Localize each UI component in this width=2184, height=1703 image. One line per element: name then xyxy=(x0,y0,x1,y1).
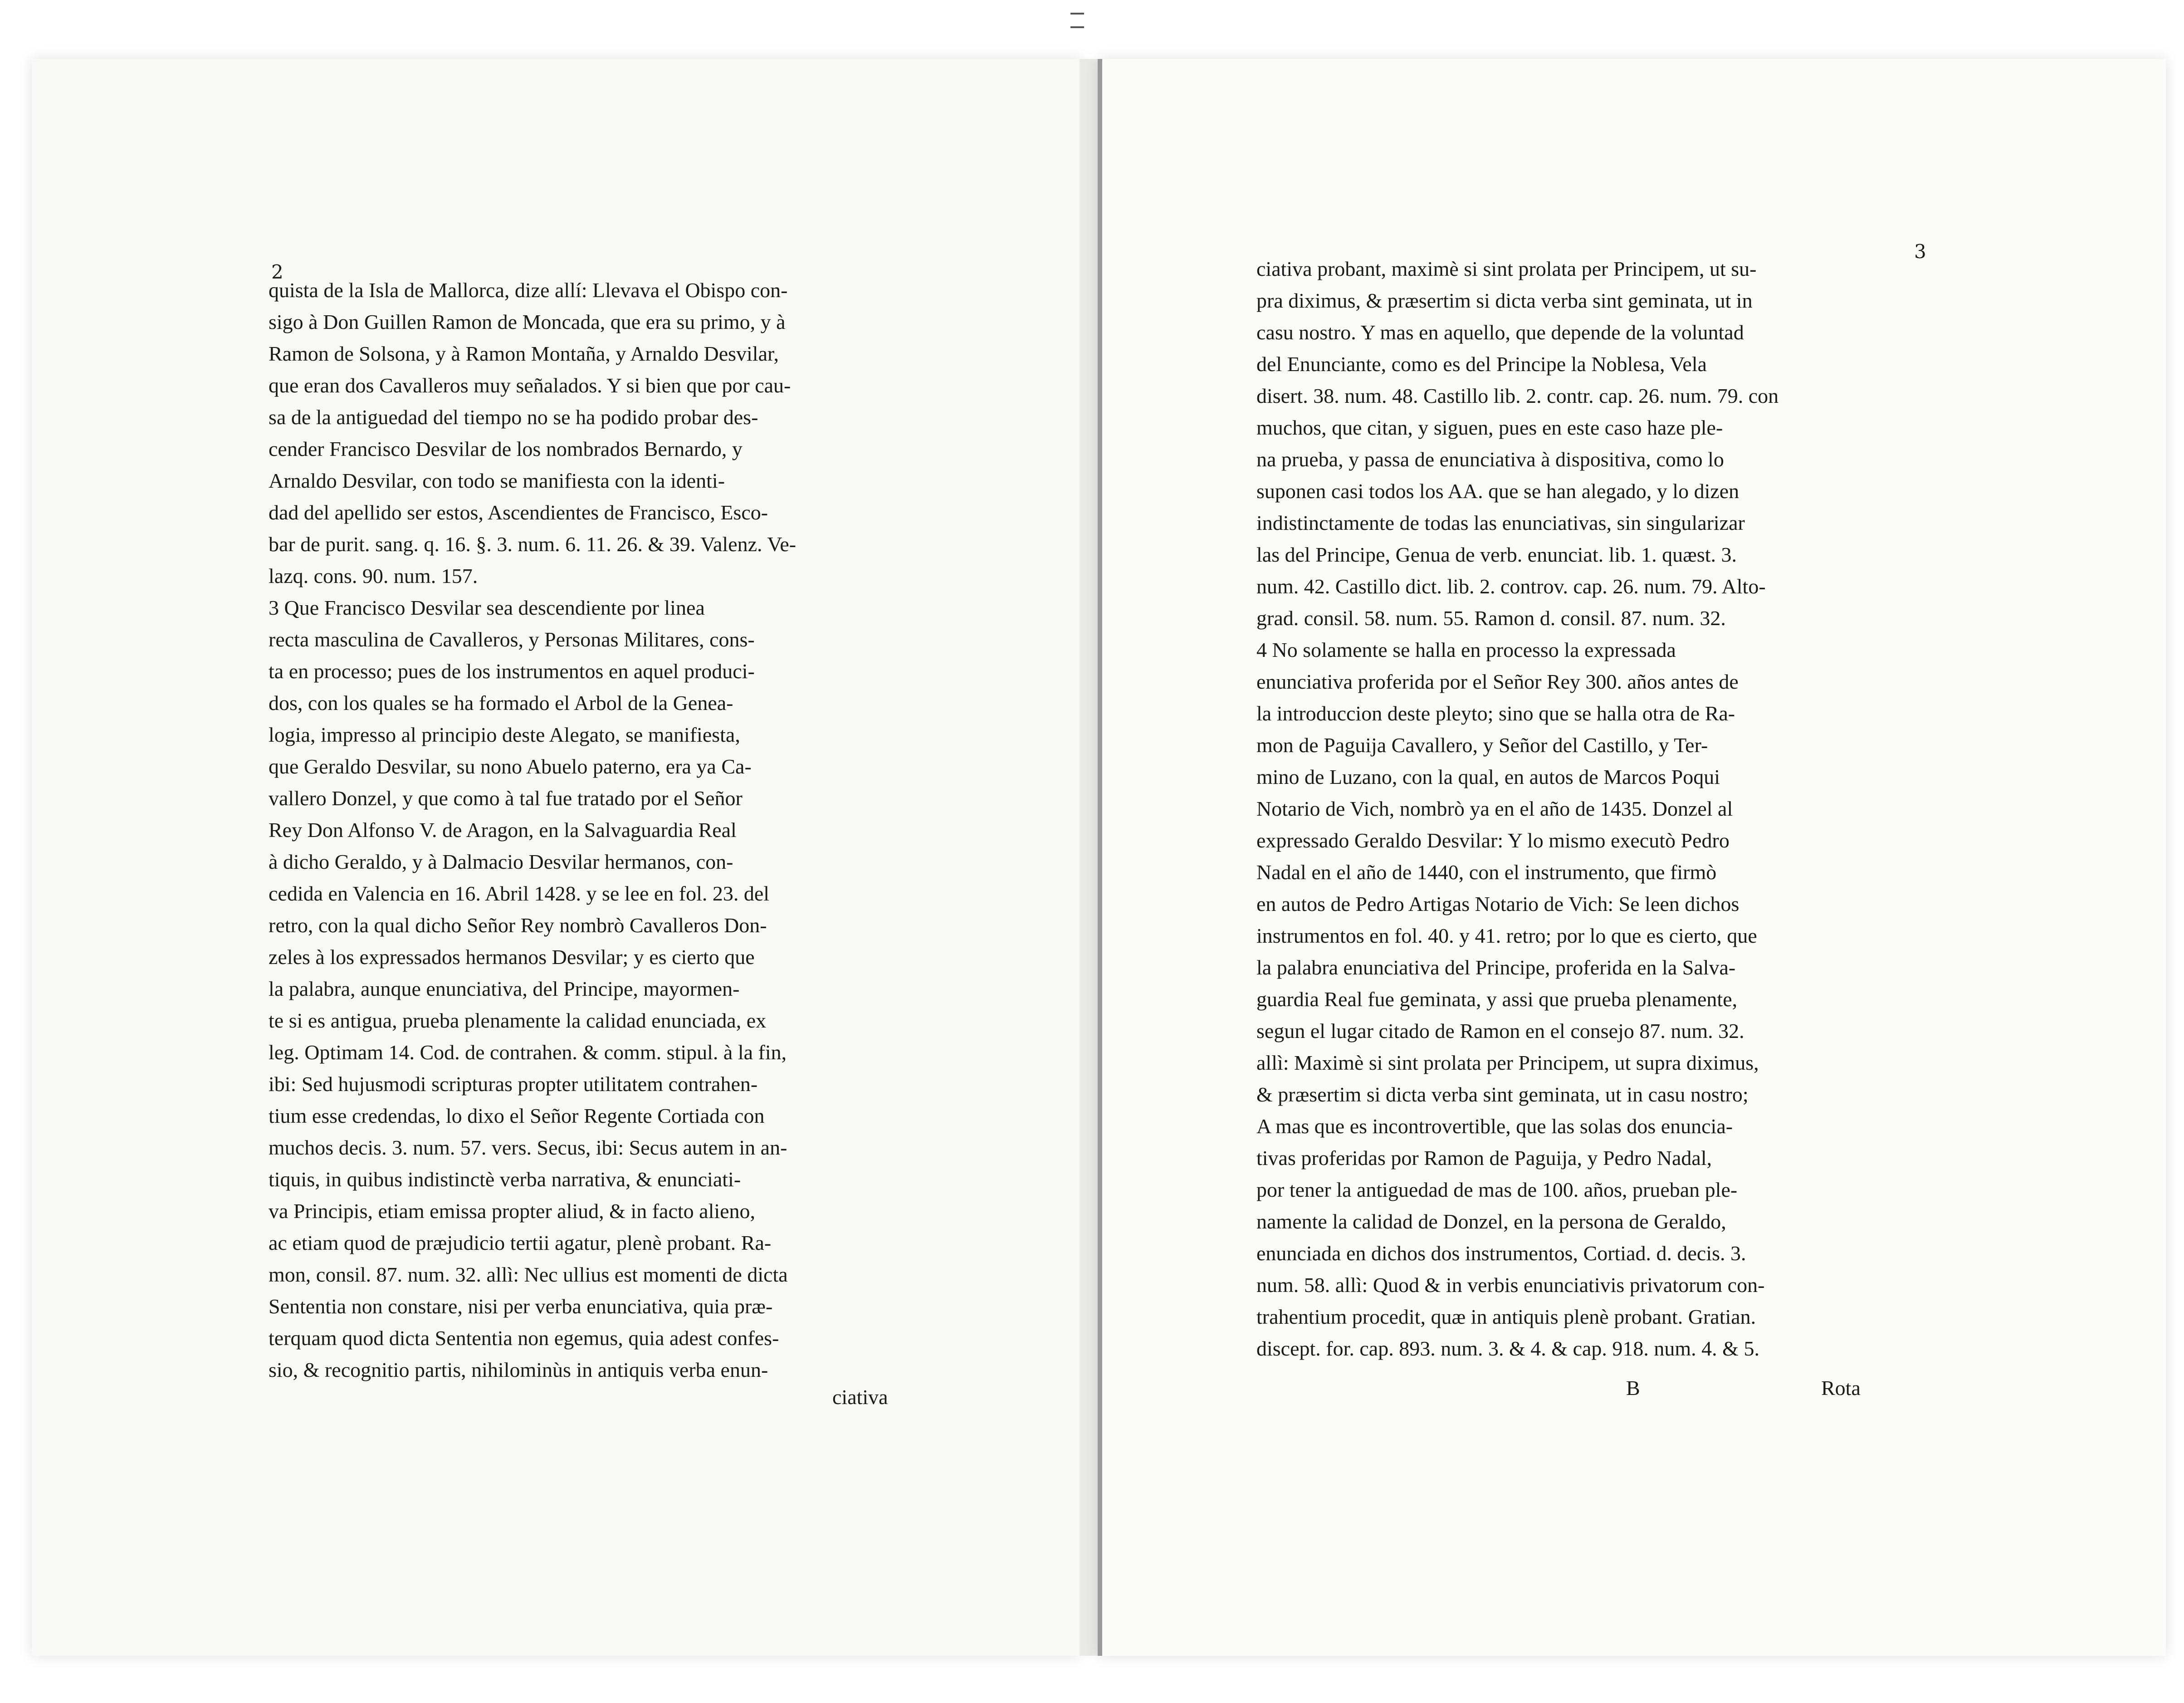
text-line: tium esse credendas, lo dixo el Señor Regente Cortiada con xyxy=(269,1104,765,1127)
text-line: vallero Donzel, y que como à tal fue tratado por el Señor xyxy=(269,787,743,810)
left-catchword: ciativa xyxy=(832,1385,888,1409)
text-line: en autos de Pedro Artigas Notario de Vich: Se leen dichos xyxy=(1256,892,1739,915)
text-line: sio, & recognitio partis, nihilominùs in antiquis verba enun- xyxy=(269,1358,768,1381)
right-catchword: Rota xyxy=(1821,1376,1861,1400)
text-line: segun el lugar citado de Ramon en el consejo 87. num. 32. xyxy=(1256,1019,1744,1042)
right-page-number: 3 xyxy=(1914,240,1926,263)
text-line: grad. consil. 58. num. 55. Ramon d. consil. 87. num. 32. xyxy=(1256,607,1726,630)
text-line: sa de la antiguedad del tiempo no se ha podido probar des- xyxy=(269,406,758,429)
text-line: discept. for. cap. 893. num. 3. & 4. & cap. 918. num. 4. & 5. xyxy=(1256,1337,1759,1360)
text-line: que Geraldo Desvilar, su nono Abuelo paterno, era ya Ca- xyxy=(269,755,752,778)
text-line: A mas que es incontrovertible, que las solas dos enuncia- xyxy=(1256,1115,1733,1138)
text-line: la palabra enunciativa del Principe, proferida en la Salva- xyxy=(1256,956,1736,979)
left-page-text xyxy=(269,274,922,1386)
text-line: te si es antigua, prueba plenamente la calidad enunciada, ex xyxy=(269,1009,767,1032)
text-line: que eran dos Cavalleros muy señalados. Y si bien que por cau- xyxy=(269,374,791,397)
text-line: muchos, que citan, y siguen, pues en este caso haze ple- xyxy=(1256,416,1723,439)
text-line: Notario de Vich, nombrò ya en el año de 1435. Donzel al xyxy=(1256,797,1733,820)
right-page-text xyxy=(1256,253,1928,1365)
text-line: Sententia non constare, nisi per verba enunciativa, quia præ- xyxy=(269,1295,773,1318)
text-line: cender Francisco Desvilar de los nombrados Bernardo, y xyxy=(269,437,743,460)
text-line: la palabra, aunque enunciativa, del Principe, mayormen- xyxy=(269,977,740,1000)
text-line: 3 Que Francisco Desvilar sea descendiente por linea xyxy=(269,596,705,619)
text-line: expressado Geraldo Desvilar: Y lo mismo executò Pedro xyxy=(1256,829,1730,852)
text-line: 4 No solamente se halla en processo la expressada xyxy=(1256,638,1676,661)
book-gutter xyxy=(1080,59,1098,1656)
left-page-number: 2 xyxy=(271,261,283,283)
text-line: cedida en Valencia en 16. Abril 1428. y se lee en fol. 23. del xyxy=(269,882,770,905)
text-line: bar de purit. sang. q. 16. §. 3. num. 6. 11. 26. & 39. Valenz. Ve- xyxy=(269,533,796,556)
text-line: allì: Maximè si sint prolata per Principem, ut supra diximus, xyxy=(1256,1051,1759,1074)
text-line: na prueba, y passa de enunciativa à dispositiva, como lo xyxy=(1256,448,1724,471)
text-line: va Principis, etiam emissa propter aliud, & in facto alieno, xyxy=(269,1199,756,1223)
text-line: enunciativa proferida por el Señor Rey 300. años antes de xyxy=(1256,670,1739,693)
top-mark xyxy=(1070,26,1084,28)
text-line: dos, con los quales se ha formado el Arbol de la Genea- xyxy=(269,691,733,714)
text-line: instrumentos en fol. 40. y 41. retro; por lo que es cierto, que xyxy=(1256,924,1757,947)
text-line: ac etiam quod de præjudicio tertii agatur, plenè probant. Ra- xyxy=(269,1231,772,1254)
text-line: por tener la antiguedad de mas de 100. años, prueban ple- xyxy=(1256,1178,1738,1201)
text-line: enunciada en dichos dos instrumentos, Cortiad. d. decis. 3. xyxy=(1256,1242,1746,1265)
text-line: pra diximus, & præsertim si dicta verba sint geminata, ut in xyxy=(1256,289,1753,312)
text-line: Ramon de Solsona, y à Ramon Montaña, y Arnaldo Desvilar, xyxy=(269,342,779,365)
text-line: ibi: Sed hujusmodi scripturas propter utilitatem contrahen- xyxy=(269,1072,758,1096)
text-line: muchos decis. 3. num. 57. vers. Secus, ibi: Secus autem in an- xyxy=(269,1136,787,1159)
text-line: mon, consil. 87. num. 32. allì: Nec ullius est momenti de dicta xyxy=(269,1263,788,1286)
text-line: num. 58. allì: Quod & in verbis enunciativis privatorum con- xyxy=(1256,1273,1765,1297)
text-line: mon de Paguija Cavallero, y Señor del Castillo, y Ter- xyxy=(1256,734,1708,757)
text-line: Arnaldo Desvilar, con todo se manifiesta con la identi- xyxy=(269,469,725,492)
text-line: terquam quod dicta Sententia non egemus, quia adest confes- xyxy=(269,1326,779,1350)
text-line: retro, con la qual dicho Señor Rey nombrò Cavalleros Don- xyxy=(269,914,767,937)
text-line: disert. 38. num. 48. Castillo lib. 2. contr. cap. 26. num. 79. con xyxy=(1256,384,1779,407)
text-line: lazq. cons. 90. num. 157. xyxy=(269,564,478,587)
text-line: ciativa probant, maximè si sint prolata per Principem, ut su- xyxy=(1256,257,1757,280)
text-line: trahentium procedit, quæ in antiquis plenè probant. Gratian. xyxy=(1256,1305,1756,1328)
signature-mark: B xyxy=(1626,1376,1640,1400)
text-line: quista de la Isla de Mallorca, dize allí: Llevava el Obispo con- xyxy=(269,279,788,302)
text-line: casu nostro. Y mas en aquello, que depende de la voluntad xyxy=(1256,321,1744,344)
text-line: Rey Don Alfonso V. de Aragon, en la Salvaguardia Real xyxy=(269,818,737,842)
top-mark xyxy=(1070,13,1084,15)
text-line: zeles à los expressados hermanos Desvilar; y es cierto que xyxy=(269,945,755,969)
text-line: indistinctamente de todas las enunciativas, sin singularizar xyxy=(1256,511,1745,534)
text-line: guardia Real fue geminata, y assi que prueba plenamente, xyxy=(1256,988,1738,1011)
text-line: del Enunciante, como es del Principe la Noblesa, Vela xyxy=(1256,352,1707,376)
text-line: dad del apellido ser estos, Ascendientes de Francisco, Esco- xyxy=(269,501,768,524)
text-line: recta masculina de Cavalleros, y Personas Militares, cons- xyxy=(269,628,755,651)
text-line: leg. Optimam 14. Cod. de contrahen. & comm. stipul. à la fin, xyxy=(269,1041,787,1064)
text-line: mino de Luzano, con la qual, en autos de Marcos Poqui xyxy=(1256,765,1720,788)
text-line: ta en processo; pues de los instrumentos en aquel produci- xyxy=(269,660,755,683)
text-line: la introduccion deste pleyto; sino que se halla otra de Ra- xyxy=(1256,702,1735,725)
text-line: namente la calidad de Donzel, en la persona de Geraldo, xyxy=(1256,1210,1726,1233)
text-line: à dicho Geraldo, y à Dalmacio Desvilar hermanos, con- xyxy=(269,850,733,873)
text-line: suponen casi todos los AA. que se han alegado, y lo dizen xyxy=(1256,480,1739,503)
text-line: Nadal en el año de 1440, con el instrumento, que firmò xyxy=(1256,861,1717,884)
text-line: tiquis, in quibus indistinctè verba narrativa, & enunciati- xyxy=(269,1168,741,1191)
text-line: tivas proferidas por Ramon de Paguija, y Pedro Nadal, xyxy=(1256,1146,1712,1170)
text-line: & præsertim si dicta verba sint geminata, ut in casu nostro; xyxy=(1256,1083,1749,1106)
text-line: sigo à Don Guillen Ramon de Moncada, que era su primo, y à xyxy=(269,310,786,333)
text-line: num. 42. Castillo dict. lib. 2. controv. cap. 26. num. 79. Alto- xyxy=(1256,575,1766,598)
text-line: las del Principe, Genua de verb. enunciat. lib. 1. quæst. 3. xyxy=(1256,543,1737,566)
text-line: logia, impresso al principio deste Alegato, se manifiesta, xyxy=(269,723,740,746)
